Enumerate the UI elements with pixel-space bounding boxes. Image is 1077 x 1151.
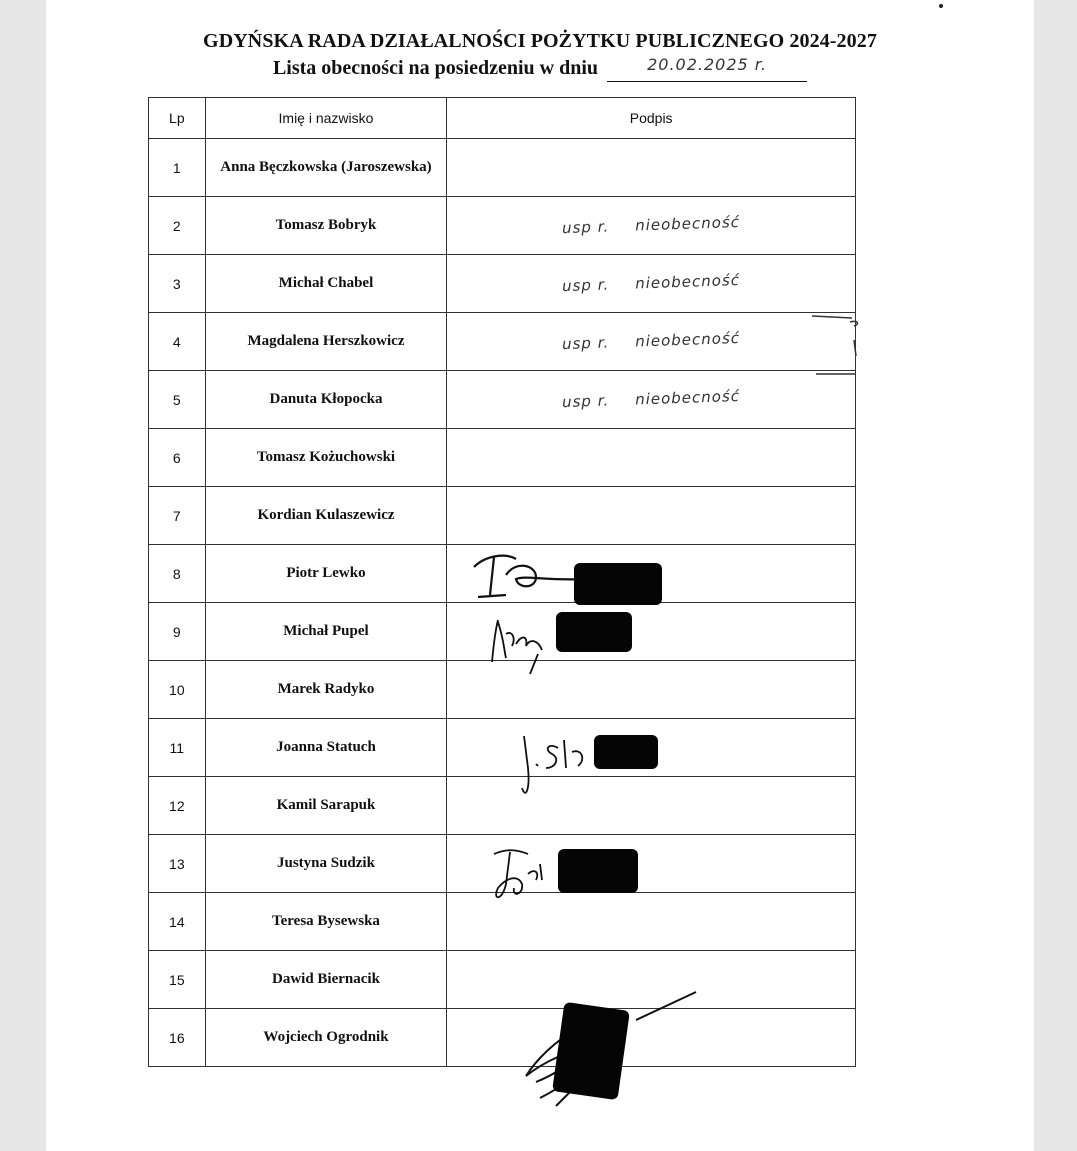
table-row: [149, 487, 856, 545]
redaction-block: [594, 735, 658, 769]
row-lp: 3: [149, 255, 206, 313]
absence-note: usp r. nieobecność: [561, 270, 741, 296]
document-page: [46, 0, 1034, 1151]
row-lp: 5: [149, 371, 206, 429]
row-name: Tomasz Bobryk: [205, 197, 447, 255]
row-lp: 1: [149, 139, 206, 197]
table-row: [149, 429, 856, 487]
subtitle-text: Lista obecności na posiedzeniu w dniu: [272, 57, 599, 79]
row-lp: 11: [149, 719, 206, 777]
row-name: Joanna Statuch: [205, 719, 447, 777]
row-name: Piotr Lewko: [205, 545, 447, 603]
row-signature-cell: [447, 429, 856, 487]
absence-note: usp r. nieobecność: [561, 212, 741, 238]
table-row: [149, 951, 856, 1009]
row-name: Kordian Kulaszewicz: [205, 487, 447, 545]
row-lp: 9: [149, 603, 206, 661]
stray-pen-marks: [806, 300, 866, 390]
row-signature-cell: [447, 371, 856, 429]
row-name: Michał Pupel: [205, 603, 447, 661]
row-lp: 4: [149, 313, 206, 371]
row-lp: 7: [149, 487, 206, 545]
row-name: Kamil Sarapuk: [205, 777, 447, 835]
table-row: [149, 255, 856, 313]
row-lp: 8: [149, 545, 206, 603]
document-title: GDYŃSKA RADA DZIAŁALNOŚCI POŻYTKU PUBLICZNEGO 2024-2027: [203, 30, 877, 52]
row-signature-cell: [447, 487, 856, 545]
redaction-block: [558, 849, 638, 893]
absence-note: usp r. nieobecność: [561, 386, 741, 412]
row-signature-cell: [447, 139, 856, 197]
row-lp: 10: [149, 661, 206, 719]
row-name: Teresa Bysewska: [205, 893, 447, 951]
row-lp: 2: [149, 197, 206, 255]
redaction-block: [574, 563, 662, 605]
table-row: [149, 777, 856, 835]
table-row: [149, 1009, 856, 1067]
table-header-row: [149, 98, 856, 139]
table-row: [149, 719, 856, 777]
row-lp: 6: [149, 429, 206, 487]
header-sign: Podpis: [447, 98, 856, 139]
row-signature-cell: [447, 197, 856, 255]
table-row: [149, 139, 856, 197]
row-signature-cell: [447, 777, 856, 835]
row-name: Marek Radyko: [205, 661, 447, 719]
row-name: Dawid Biernacik: [205, 951, 447, 1009]
row-name: Anna Bęczkowska (Jaroszewska): [205, 139, 447, 197]
row-signature-cell: [447, 255, 856, 313]
header-name: Imię i nazwisko: [205, 98, 447, 139]
table-row: [149, 197, 856, 255]
row-lp: 13: [149, 835, 206, 893]
table-row: [149, 371, 856, 429]
date-handwritten: 20.02.2025 r.: [647, 55, 767, 74]
row-lp: 14: [149, 893, 206, 951]
row-name: Justyna Sudzik: [205, 835, 447, 893]
header-lp: Lp: [149, 98, 206, 139]
stray-dot: [939, 4, 943, 8]
row-name: Michał Chabel: [205, 255, 447, 313]
row-lp: 12: [149, 777, 206, 835]
absence-note: usp r. nieobecność: [561, 328, 741, 354]
row-name: Wojciech Ogrodnik: [205, 1009, 447, 1067]
row-lp: 15: [149, 951, 206, 1009]
redaction-block: [552, 1002, 630, 1100]
redaction-block: [556, 612, 632, 652]
row-name: Magdalena Herszkowicz: [205, 313, 447, 371]
table-row: [149, 313, 856, 371]
signature-row-13: [488, 844, 568, 910]
document-subtitle: [46, 57, 1034, 80]
row-name: Danuta Kłopocka: [205, 371, 447, 429]
row-name: Tomasz Kożuchowski: [205, 429, 447, 487]
date-field: [607, 55, 807, 82]
row-signature-cell: [447, 313, 856, 371]
row-lp: 16: [149, 1009, 206, 1067]
